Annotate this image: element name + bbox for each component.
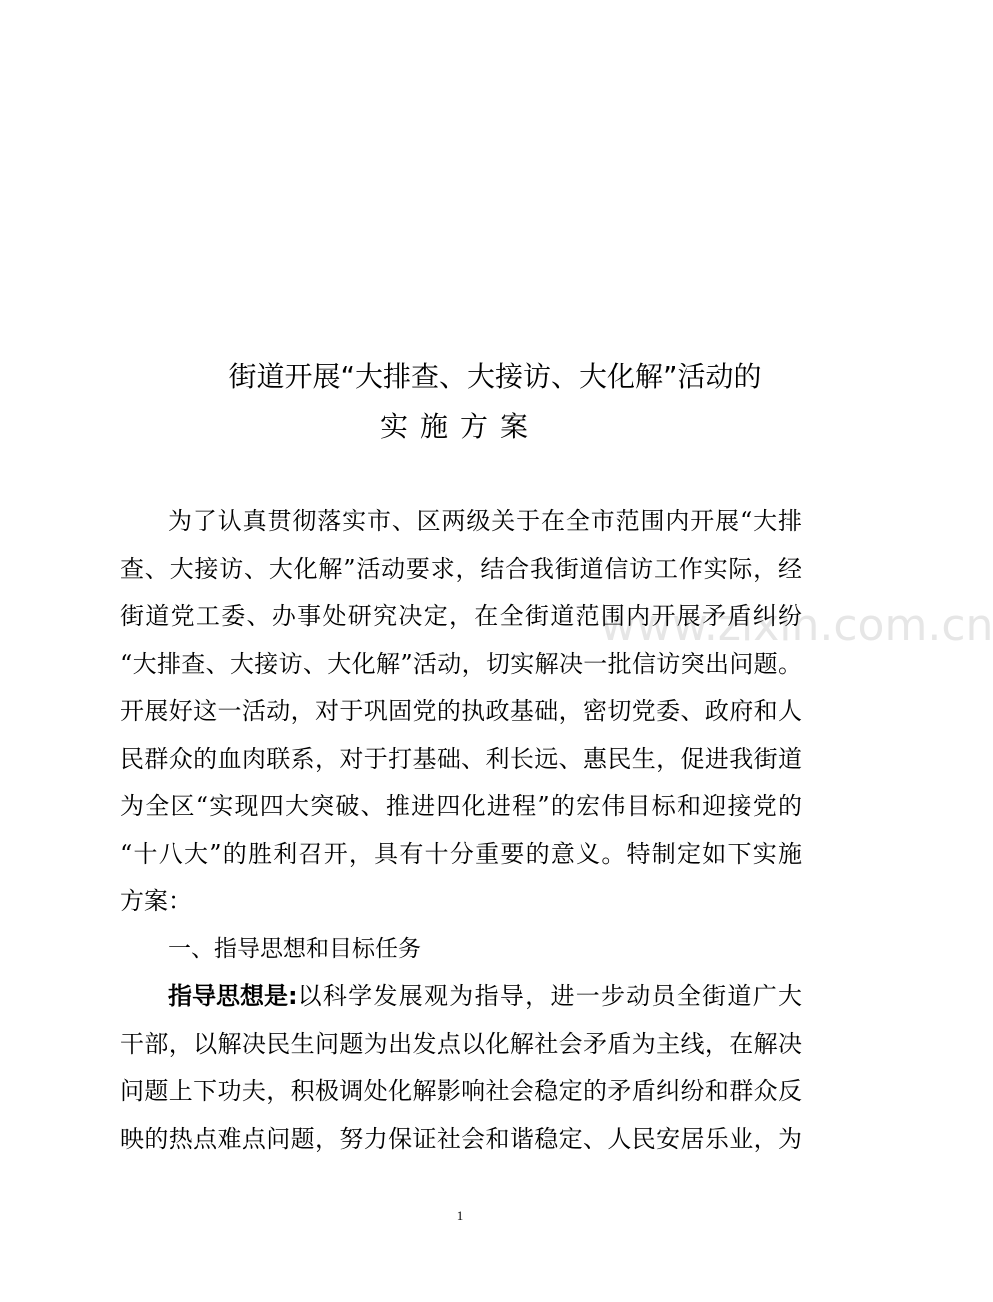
document-title-line-1: 街道开展“大排查、大接访、大化解”活动的 [228,360,762,393]
intro-line: 街道党工委、办事处研究决定，在全街道范围内开展矛盾纠纷 [120,602,802,630]
intro-paragraph [120,498,802,926]
intro-line: 开展好这一活动，对于巩固党的执政基础，密切党委、政府和人 [120,697,802,725]
intro-line: 为全区“实现四大突破、推进四化进程”的宏伟目标和迎接党的 [120,792,802,820]
guiding-line: 映的热点难点问题，努力保证社会和谐稳定、人民安居乐业，为 [120,1124,802,1153]
watermark: www.zixin.com.cn [600,600,993,651]
intro-line: 为了认真贯彻落实市、区两级关于在全市范围内开展“大排 [168,507,802,535]
intro-line: 查、大接访、大化解”活动要求，结合我街道信访工作实际，经 [120,554,802,583]
intro-line: 民群众的血肉联系，对于打基础、利长远、惠民生，促进我街道 [120,744,802,773]
guiding-line: 以科学发展观为指导，进一步动员全街道广大 [297,982,802,1010]
page-number: 1 [456,1208,464,1223]
intro-line: 方案： [120,887,192,915]
guiding-label: 指导思想是: [168,982,298,1010]
guiding-paragraph [120,973,802,1163]
intro-line: “大排查、大接访、大化解”活动，切实解决一批信访突出问题。 [120,649,802,678]
guiding-line: 干部，以解决民生问题为出发点以化解社会矛盾为主线，在解决 [120,1029,802,1058]
document-body [120,498,802,1163]
guiding-first-line [120,973,802,1021]
intro-line: “十八大”的胜利召开，具有十分重要的意义。特制定如下实施 [120,839,802,868]
document-title-line-2: 实施方案 [379,410,540,443]
section-heading-1: 一、指导思想和目标任务 [168,935,421,962]
guiding-line: 问题上下功夫，积极调处化解影响社会稳定的矛盾纠纷和群众反 [120,1077,802,1105]
